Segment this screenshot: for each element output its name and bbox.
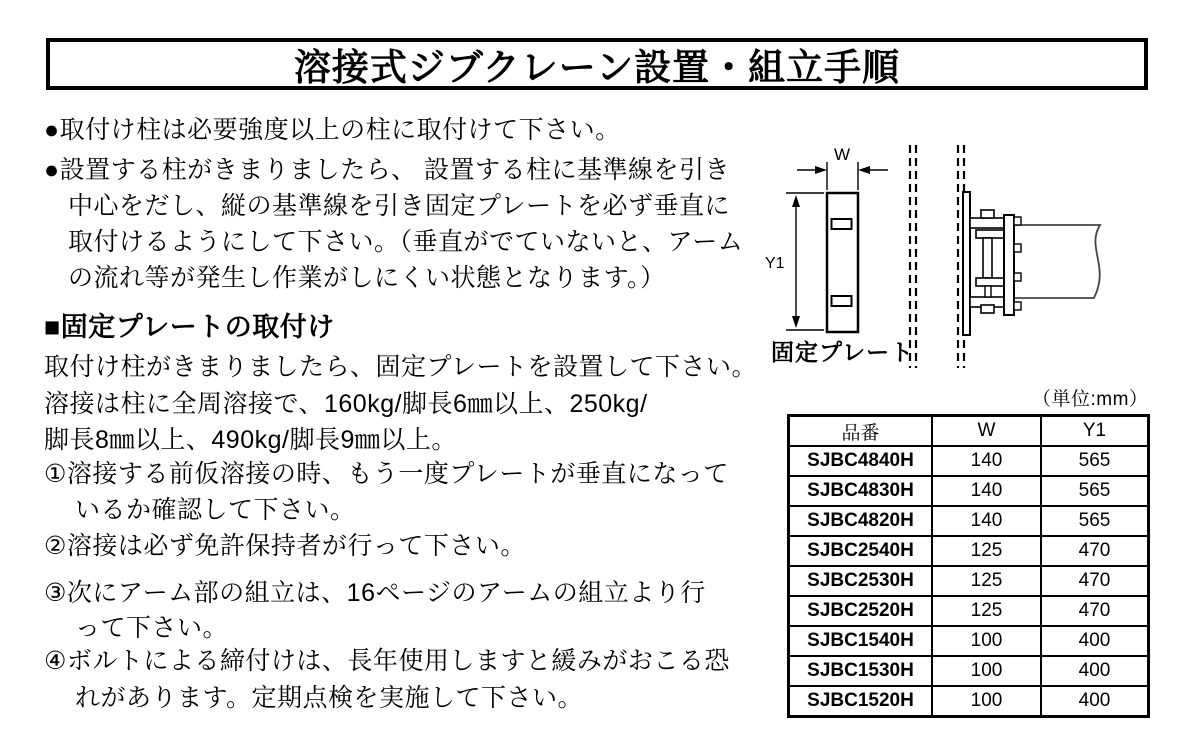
w-cell: 100 [932, 686, 1041, 717]
w-cell: 140 [932, 446, 1041, 476]
part-number-cell: SJBC1540H [789, 626, 933, 656]
fixing-plate-diagram [760, 128, 1172, 380]
header-w: W [932, 416, 1041, 447]
step-line: ②溶接は必ず免許保持者が行って下さい。 [44, 532, 526, 560]
part-number-cell: SJBC4830H [789, 476, 933, 506]
part-number-cell: SJBC1530H [789, 656, 933, 686]
mount-assembly-side-view [963, 192, 1100, 335]
intro-line: 中心をだし、縦の基準線を引き固定プレートを必ず垂直に [68, 192, 731, 220]
y1-cell: 565 [1041, 476, 1149, 506]
intro-line: の流れ等が発生し作業がしにくい状態となります。） [68, 264, 666, 292]
intro-line: 取付けるようにして下さい。（垂直がでていないと、アーム [68, 228, 744, 256]
y1-cell: 565 [1041, 446, 1149, 476]
step-line: ①溶接する前仮溶接の時、もう一度プレートが垂直になって [44, 460, 729, 488]
w-cell: 125 [932, 566, 1041, 596]
dimension-w [797, 162, 888, 190]
w-cell: 125 [932, 536, 1041, 566]
table-row [789, 446, 1149, 476]
section-line: 取付け柱がきまりましたら、固定プレートを設置して下さい。 [44, 353, 758, 381]
bolt-head-top [981, 210, 994, 218]
y1-cell: 470 [1041, 596, 1149, 626]
dim-y1-label: Y1 [765, 255, 785, 272]
step-line: れがあります。定期点検を実施して下さい。 [75, 684, 584, 712]
y1-cell: 470 [1041, 536, 1149, 566]
table-row [789, 506, 1149, 536]
table-row [789, 566, 1149, 596]
spec-table [787, 414, 1150, 718]
table-row [789, 476, 1149, 506]
step-line: って下さい。 [75, 614, 229, 642]
part-number-cell: SJBC2530H [789, 566, 933, 596]
y1-cell: 470 [1041, 566, 1149, 596]
plate-front-view [827, 193, 858, 332]
section-line: 溶接は柱に全周溶接で、160kg/脚長6㎜以上、250kg/ [44, 390, 648, 418]
part-number-cell: SJBC1520H [789, 686, 933, 717]
bolt-head-bottom [981, 305, 994, 313]
unit-note: （単位:mm） [1032, 389, 1149, 410]
table-row [789, 536, 1149, 566]
intro-line: ●設置する柱がきまりましたら、 設置する柱に基準線を引き [44, 156, 731, 184]
step-line: いるか確認して下さい。 [75, 496, 356, 524]
header-y1: Y1 [1041, 416, 1149, 447]
page-title: 溶接式ジブクレーン設置・組立手順 [293, 47, 901, 88]
header-part-number: 品番 [789, 416, 933, 447]
table-row [789, 596, 1149, 626]
part-number-cell: SJBC2540H [789, 536, 933, 566]
table-row [789, 686, 1149, 717]
section-line: 脚長8㎜以上、490kg/脚長9㎜以上。 [44, 426, 457, 454]
intro-line: ●取付け柱は必要強度以上の柱に取付けて下さい。 [44, 116, 621, 144]
table-header-row [789, 416, 1149, 447]
arm-beam [1014, 225, 1100, 298]
part-number-cell: SJBC4820H [789, 506, 933, 536]
column-break-lines [910, 145, 964, 368]
w-cell: 140 [932, 506, 1041, 536]
flange-plate [1004, 215, 1014, 315]
y1-cell: 565 [1041, 506, 1149, 536]
table-row [789, 626, 1149, 656]
w-cell: 100 [932, 656, 1041, 686]
step-line: ③次にアーム部の組立は、16ページのアームの組立より行 [44, 579, 706, 607]
dimension-y1 [786, 193, 824, 330]
y1-cell: 400 [1041, 656, 1149, 686]
y1-cell: 400 [1041, 686, 1149, 717]
part-number-cell: SJBC2520H [789, 596, 933, 626]
section-heading: ■固定プレートの取付け [44, 312, 335, 342]
w-cell: 100 [932, 626, 1041, 656]
w-cell: 125 [932, 596, 1041, 626]
plate-caption: 固定プレート [771, 339, 915, 365]
part-number-cell: SJBC4840H [789, 446, 933, 476]
y1-cell: 400 [1041, 626, 1149, 656]
dim-w-label: W [833, 145, 851, 164]
w-cell: 140 [932, 476, 1041, 506]
step-line: ④ボルトによる締付けは、長年使用しますと緩みがおこる恐 [44, 647, 730, 675]
table-row [789, 656, 1149, 686]
